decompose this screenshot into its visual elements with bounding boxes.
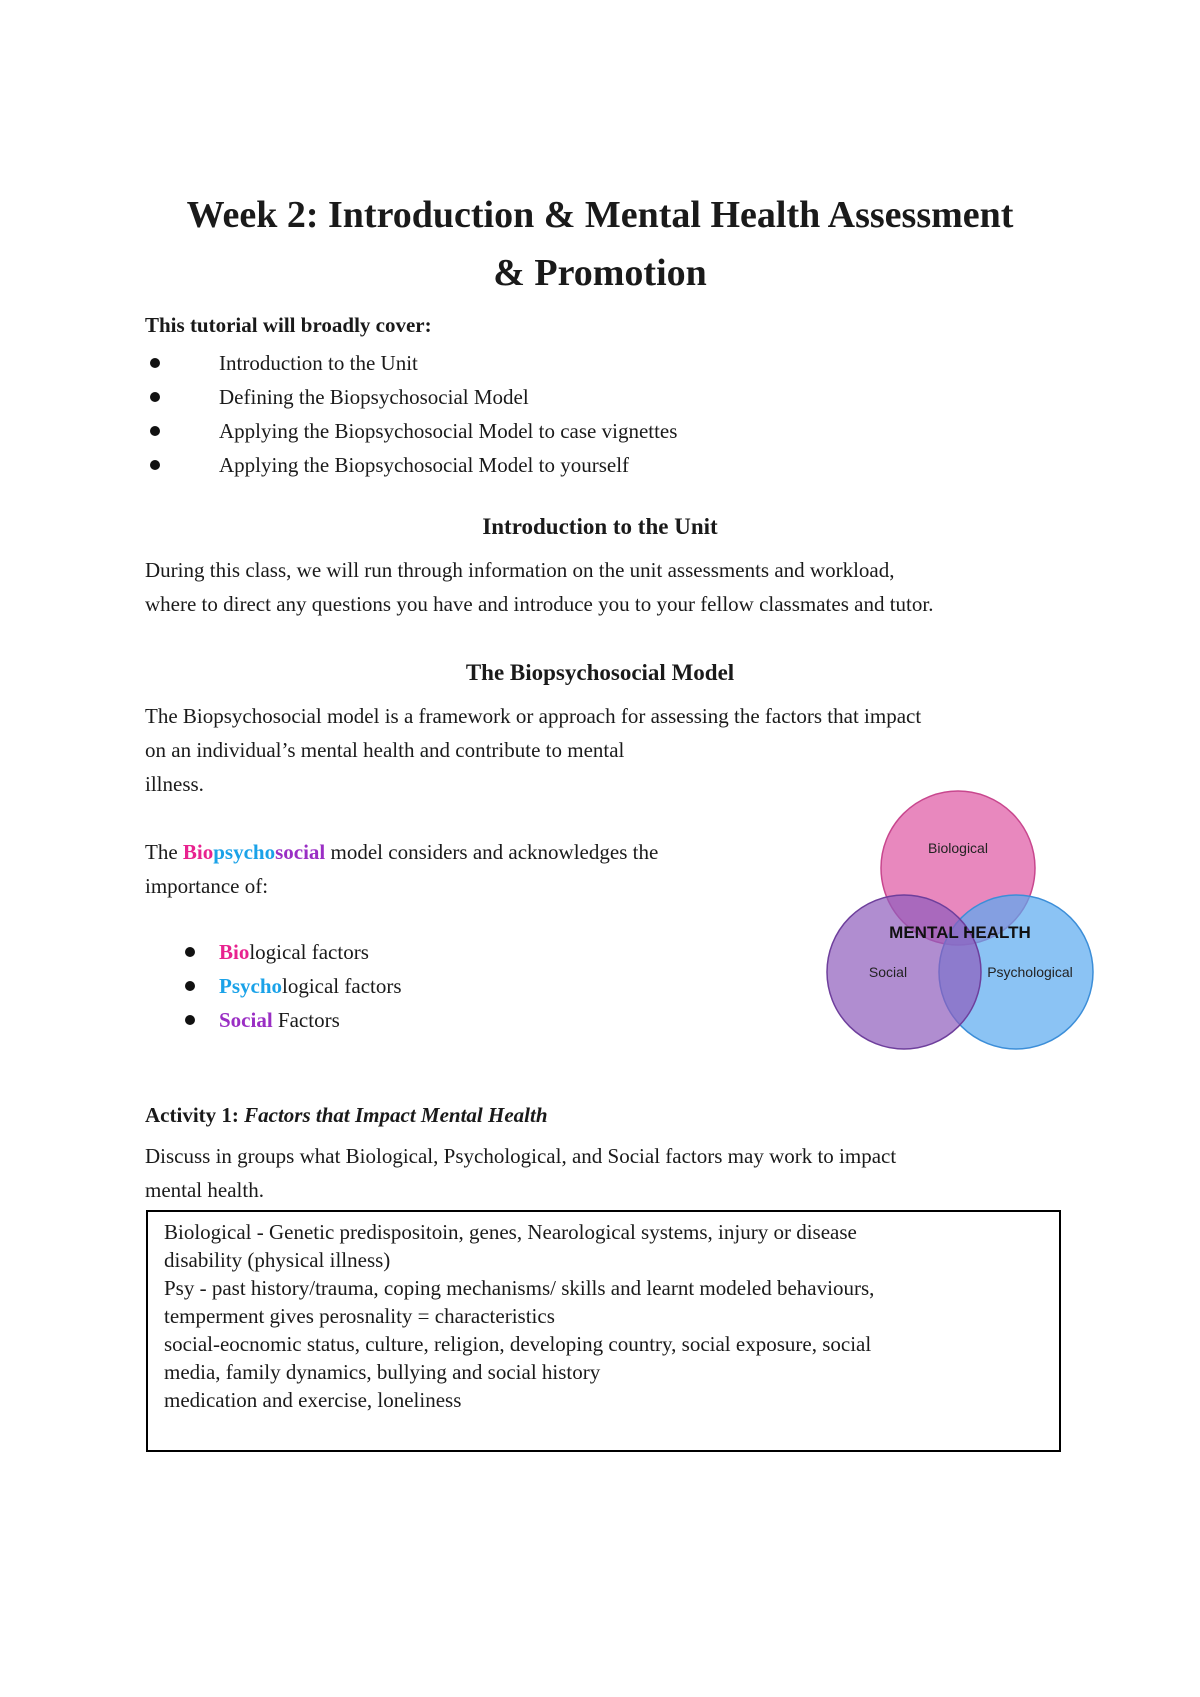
social-highlight: social [275, 840, 326, 864]
title-line-1: Week 2: Introduction & Mental Health Assessment [186, 194, 1014, 236]
social-label: Social [868, 964, 908, 980]
section-heading-model: The Biopsychosocial Model [465, 660, 735, 685]
bullet-icon [150, 392, 160, 402]
bullet-icon [185, 1015, 195, 1025]
title-line-2: & Promotion [493, 252, 707, 294]
list-item: Introduction to the Unit [145, 346, 677, 380]
factors-list [185, 935, 402, 1037]
answer-line: medication and exercise, loneliness [164, 1388, 462, 1412]
intro-label: This tutorial will broadly cover: [145, 313, 432, 337]
bullet-icon [150, 426, 160, 436]
section-heading-unit: Introduction to the Unit [482, 514, 718, 539]
activity-heading: Activity 1: Factors that Impact Mental Health [145, 1103, 548, 1127]
mental-health-label: MENTAL HEALTH [889, 923, 1031, 942]
page-title [130, 186, 1070, 302]
considers-paragraph: The Biopsychosocial model considers and acknowledges the importance of: [145, 840, 659, 898]
bullet-icon [150, 358, 160, 368]
answer-line: social-eocnomic status, culture, religion, developing country, social exposure, social [164, 1332, 872, 1356]
bullet-icon [185, 981, 195, 991]
list-item: Applying the Biopsychosocial Model to yourself [145, 448, 677, 482]
answer-line: media, family dynamics, bullying and social history [164, 1360, 601, 1384]
biopsychosocial-venn-diagram [820, 790, 1100, 1060]
answer-line: disability (physical illness) [164, 1248, 391, 1272]
answer-line: Psy - past history/trauma, coping mechanisms/ skills and learnt modeled behaviours, [164, 1276, 875, 1300]
bio-highlight: Bio [182, 840, 214, 864]
list-item: Biological factors [185, 935, 402, 969]
list-item: Psychological factors [185, 969, 402, 1003]
answer-line: Biological - Genetic predispositoin, genes, Nearological systems, injury or disease [164, 1220, 857, 1244]
model-paragraph: The Biopsychosocial model is a framework or approach for assessing the factors that impact on an individual’s mental health and contribute to mental illness. [145, 704, 922, 796]
list-item: Defining the Biopsychosocial Model [145, 380, 677, 414]
unit-paragraph: During this class, we will run through information on the unit assessments and workload, where to direct any questions you have and introduce you to your fellow classmates and tutor. [145, 558, 934, 616]
bullet-icon [150, 460, 160, 470]
list-item: Social Factors [185, 1003, 402, 1037]
answer-line: temperment gives perosnality = characteristics [164, 1304, 555, 1328]
psycho-highlight: psycho [213, 840, 276, 864]
biological-label: Biological [928, 840, 988, 856]
intro-list [145, 346, 677, 482]
list-item: Applying the Biopsychosocial Model to case vignettes [145, 414, 677, 448]
activity-prompt: Discuss in groups what Biological, Psychological, and Social factors may work to impact mental health. [145, 1144, 897, 1202]
bullet-icon [185, 947, 195, 957]
psychological-label: Psychological [987, 964, 1073, 980]
activity-answer-box[interactable] [146, 1210, 1061, 1452]
